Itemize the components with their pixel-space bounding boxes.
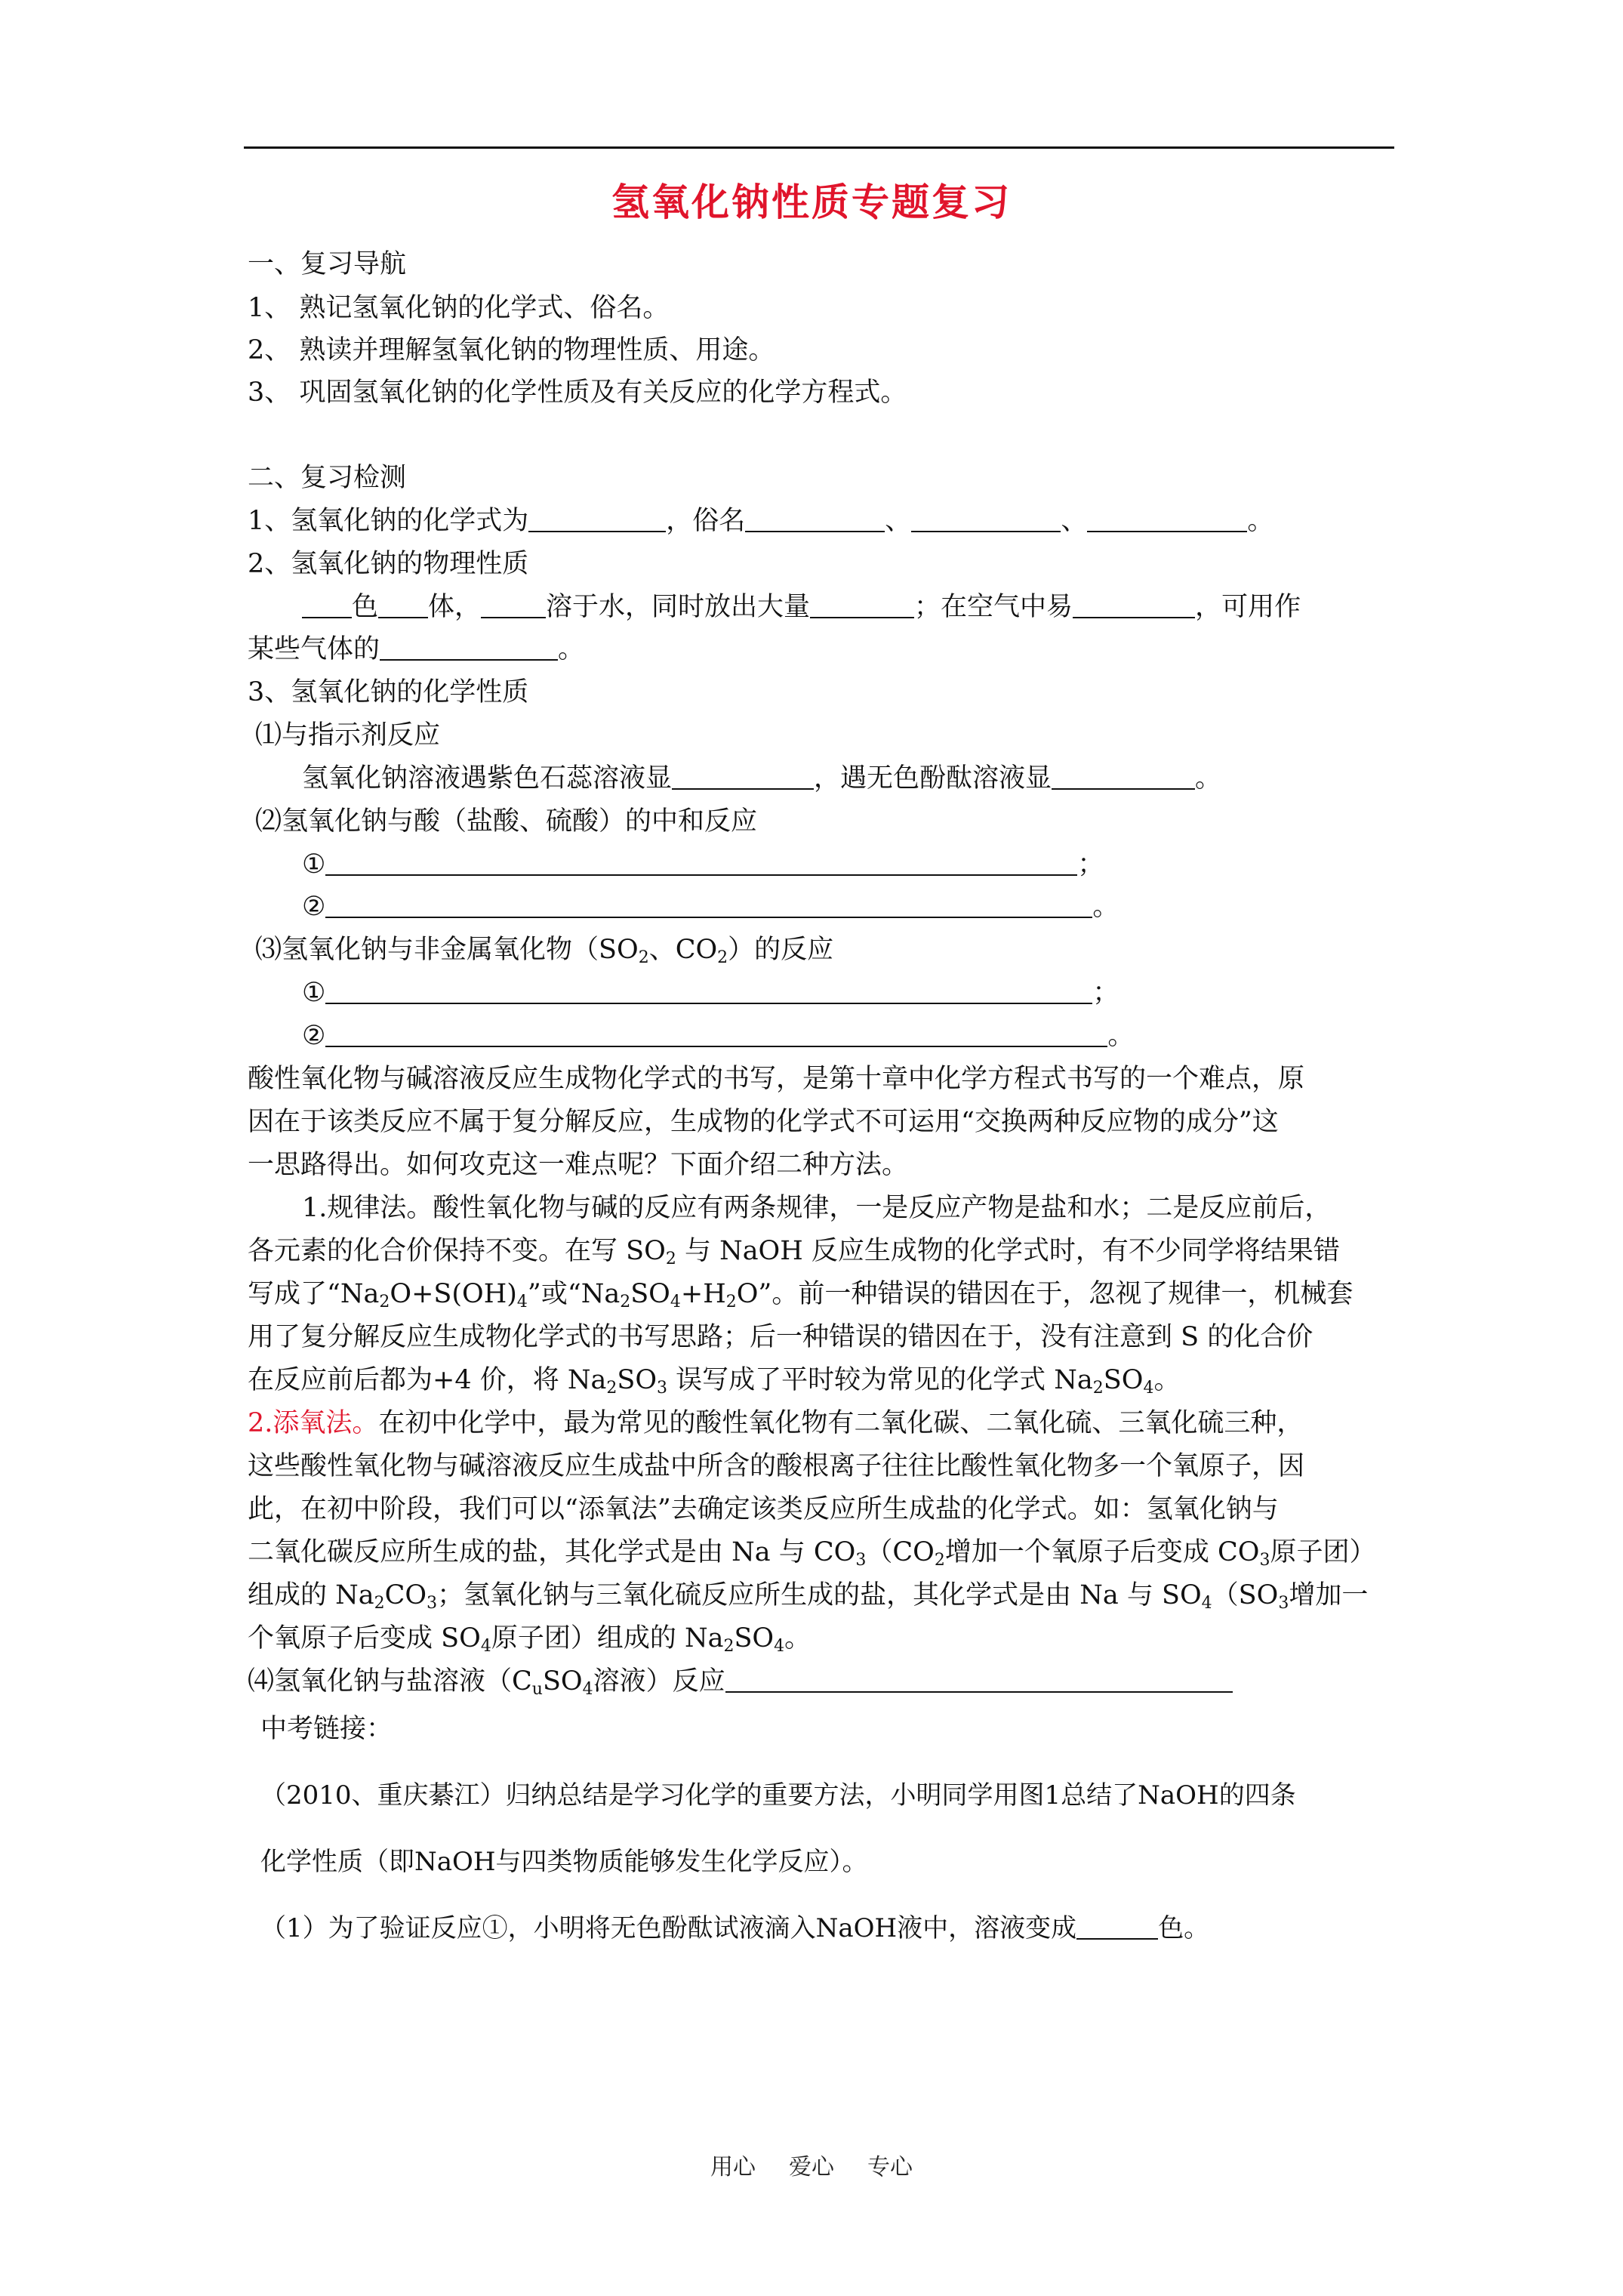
nav-item-2: 2、 熟读并理解氢氧化钠的物理性质、用途。 — [248, 335, 775, 365]
blank-equation-co2[interactable] — [325, 1023, 1107, 1047]
exam-heading: 中考链接： — [260, 1714, 393, 1744]
nav-item-3: 3、 巩固氢氧化钠的化学性质及有关反应的化学方程式。 — [248, 378, 907, 408]
part-1-heading: ⑴与指示剂反应 — [255, 720, 441, 750]
question-2-line-2: 某些气体的 。 — [248, 634, 585, 664]
part-2-heading: ⑵氢氧化钠与酸（盐酸、硫酸）的中和反应 — [255, 806, 758, 837]
method-2-line-1: 2.添氧法。在初中化学中，最为常见的酸性氧化物有二氧化碳、二氧化硫、三氧化硫三种， — [248, 1408, 1304, 1438]
blank-air[interactable] — [1073, 594, 1195, 618]
blank-equation-hcl[interactable] — [325, 852, 1077, 876]
section-1-heading: 一、复习导航 — [248, 249, 407, 279]
blank-cuso4-reaction[interactable] — [725, 1669, 1233, 1693]
part-1-line: 氢氧化钠溶液遇紫色石蕊溶液显 ，遇无色酚酞溶液显 。 — [302, 763, 1222, 794]
section-2-heading: 二、复习检测 — [248, 463, 407, 493]
part-4-line: ⑷氢氧化钠与盐溶液（$C_uSO_4$溶液）反应 — [248, 1666, 1233, 1697]
blank-use[interactable] — [380, 636, 558, 661]
blank-color[interactable] — [302, 594, 352, 618]
footer-word-2: 爱心 — [789, 2154, 834, 2180]
part-3-eq-1: ① ； — [302, 978, 1119, 1008]
blank-equation-h2so4[interactable] — [325, 894, 1092, 918]
blank-name-2[interactable] — [911, 508, 1061, 532]
exam-line-2: 化学性质（即NaOH与四类物质能够发生化学反应）。 — [260, 1847, 868, 1877]
method-2-line-6: 个氧原子后变成 $SO_4$原子团）组成的 $Na_2SO_4$。 — [248, 1623, 812, 1656]
exam-line-1: （2010、重庆綦江）归纳总结是学习化学的重要方法，小明同学用图1总结了NaOH的四条 — [260, 1780, 1296, 1811]
blank-solubility[interactable] — [481, 594, 546, 618]
blank-formula[interactable] — [528, 508, 666, 532]
page-footer — [0, 2148, 1623, 2181]
question-3: 3、氢氧化钠的化学性质 — [248, 677, 529, 707]
method-2-line-5: 组成的 $Na_2CO_3$；氢氧化钠与三氧化硫反应所生成的盐，其化学式是由 Na 与 $SO_4(SO_3$增加一 — [248, 1580, 1369, 1613]
question-2-line-1: 色 体， 溶于水，同时放出大量 ；在空气中易 ，可用作 — [302, 592, 1301, 622]
para-line-2: 因在于该类反应不属于复分解反应，生成物的化学式不可运用“交换两种反应物的成分”这 — [248, 1107, 1279, 1137]
part-2-eq-1: ① ； — [302, 849, 1104, 880]
header-rule — [244, 146, 1394, 149]
blank-heat[interactable] — [810, 594, 914, 618]
method-2-line-4: 二氧化碳反应所生成的盐，其化学式是由 Na 与 $CO_3(CO_2$增加一个氧原子后变成 $CO_3$原子团） — [248, 1537, 1376, 1570]
method-1-line-5: 在反应前后都为+4 价，将 $Na_2SO_3$ 误写成了平时较为常见的化学式 $Na_2SO_4$。 — [248, 1365, 1181, 1398]
method-2-line-3: 此，在初中阶段，我们可以“添氧法”去确定该类反应所生成盐的化学式。如：氢氧化钠与 — [248, 1494, 1279, 1524]
blank-solution-color[interactable] — [1076, 1915, 1158, 1940]
blank-name-1[interactable] — [745, 508, 885, 532]
method-1-line-2: 各元素的化合价保持不变。在写 $SO_2$ 与 NaOH 反应生成物的化学式时，有不少同学将结果错 — [248, 1236, 1340, 1268]
blank-equation-so2[interactable] — [325, 980, 1092, 1004]
part-3-eq-2: ② 。 — [302, 1021, 1135, 1051]
page-title: 氢氧化钠性质专题复习 — [611, 180, 1012, 224]
blank-litmus[interactable] — [672, 766, 814, 790]
question-2: 2、氢氧化钠的物理性质 — [248, 549, 529, 579]
nav-item-1: 1、 熟记氢氧化钠的化学式、俗名。 — [248, 293, 670, 323]
blank-name-3[interactable] — [1087, 508, 1247, 532]
para-line-1: 酸性氧化物与碱溶液反应生成物化学式的书写，是第十章中化学方程式书写的一个难点，原 — [248, 1064, 1305, 1094]
footer-word-3: 专心 — [867, 2154, 913, 2180]
method-2-label: 2.添氧法。 — [248, 1408, 379, 1438]
method-1-line-1: 1.规律法。酸性氧化物与碱的反应有两条规律，一是反应产物是盐和水；二是反应前后， — [302, 1193, 1332, 1223]
method-2-line-2: 这些酸性氧化物与碱溶液反应生成盐中所含的酸根离子往往比酸性氧化物多一个氧原子，因 — [248, 1451, 1305, 1481]
footer-word-1: 用心 — [710, 2154, 756, 2180]
method-1-line-3: 写成了“$Na_2O+S(OH)_4$”或“$Na_2SO_4+H_2O$”。前一种错误的错因在于，忽视了规律一，机械套 — [248, 1279, 1354, 1311]
para-line-3: 一思路得出。如何攻克这一难点呢？下面介绍二种方法。 — [248, 1150, 909, 1180]
part-3-heading: ⑶氢氧化钠与非金属氧化物（$SO_2$、$CO_2$）的反应 — [255, 935, 834, 967]
blank-phenolphthalein[interactable] — [1052, 766, 1195, 790]
blank-state[interactable] — [378, 594, 428, 618]
part-2-eq-2: ② 。 — [302, 892, 1119, 922]
question-1: 1、氢氧化钠的化学式为 ，俗名 、 、 。 — [248, 506, 1274, 536]
method-1-line-4: 用了复分解反应生成物化学式的书写思路；后一种错误的错因在于，没有注意到 S 的化合价 — [248, 1322, 1313, 1352]
exam-line-3: （1）为了验证反应①，小明将无色酚酞试液滴入NaOH液中，溶液变成 色。 — [260, 1913, 1210, 1943]
